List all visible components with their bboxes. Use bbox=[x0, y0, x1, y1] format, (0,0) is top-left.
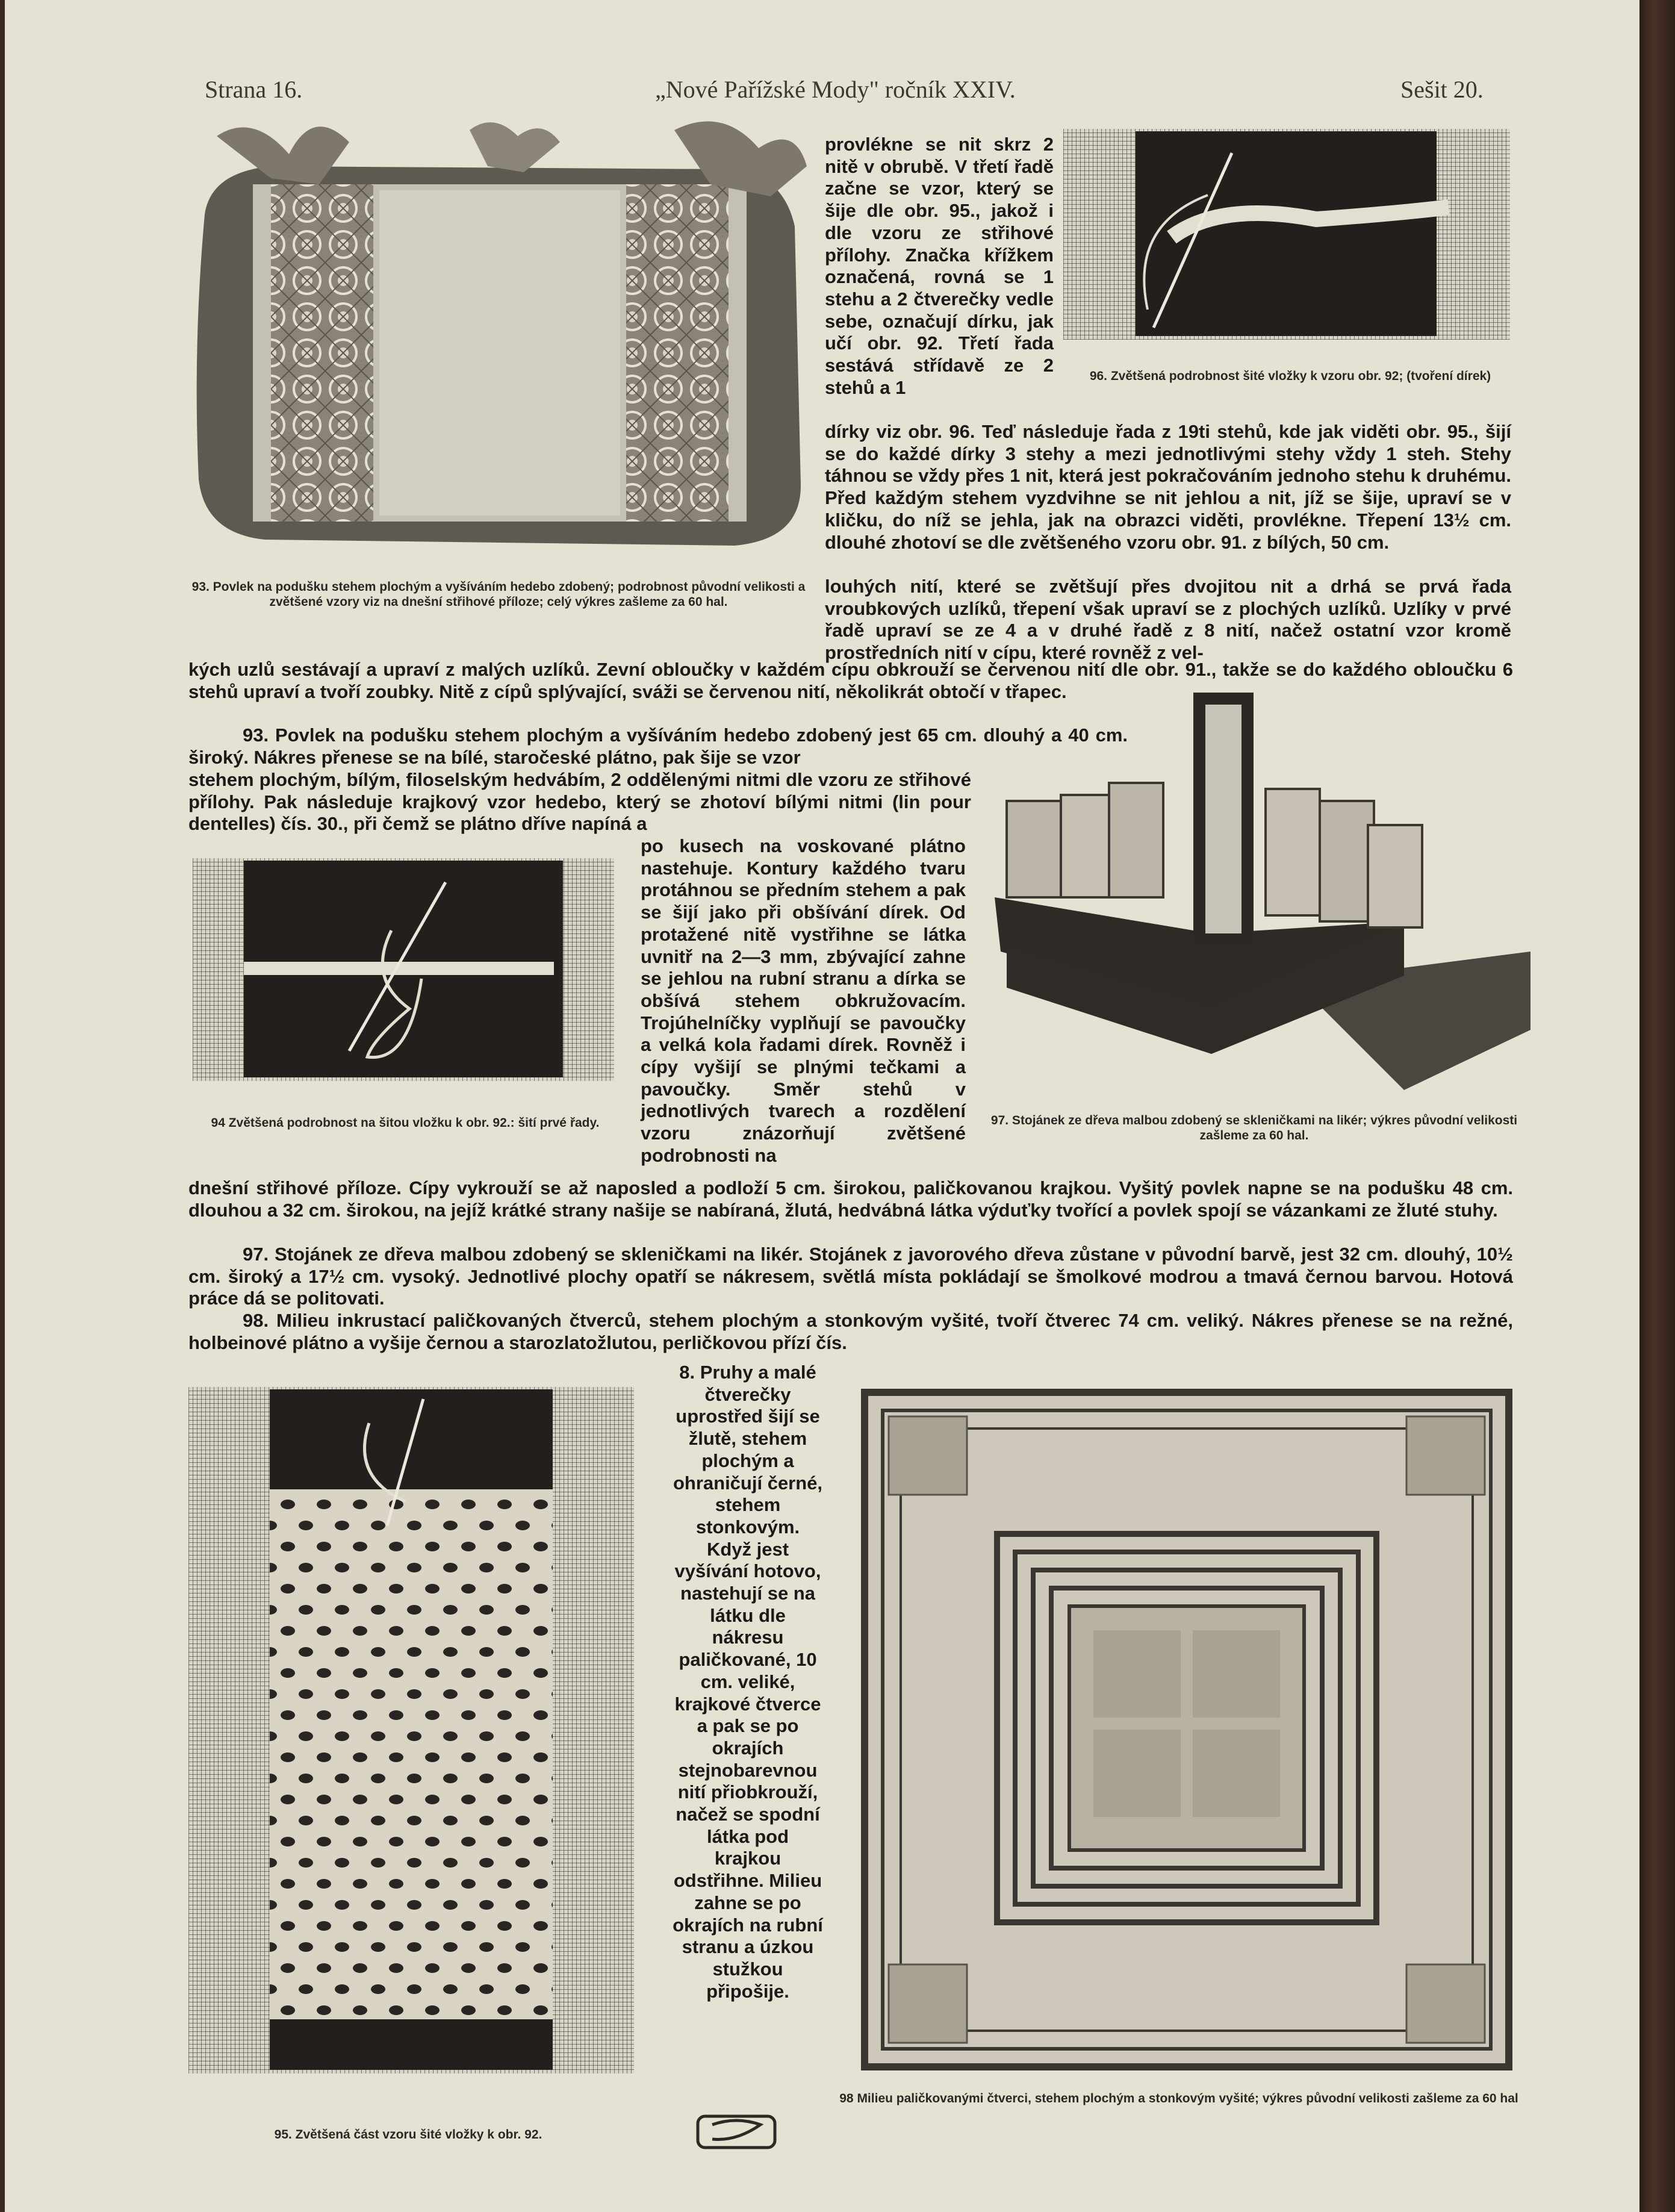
paragraph-97-heading: 97. Stojánek bbox=[243, 1244, 353, 1265]
liqueur-stand-illustration bbox=[983, 693, 1530, 1090]
caption-fig-93: 93. Povlek na podušku stehem plochým a vyšíváním hedebo zdobený; podrobnost původní velikosti a zvětšené vzory viz na dnešní střihové příloze; celý výkres zašleme za 60 hal. bbox=[191, 580, 806, 609]
needlework-illustration bbox=[1063, 129, 1510, 340]
issue-number: Sešit 20. bbox=[1400, 76, 1484, 103]
paragraph-98: 98. Milieu inkrustací paličkovaných čtverců, stehem plochým a stonkovým vyšité, tvoří čtverec 74 cm. veliký. Nákres přenese se na režné, holbeinové plátno a vyšije černou a starozlatožlutou, perličkovou přízí čís. bbox=[188, 1310, 1513, 1353]
paragraph-93: 93. Povlek na podušku stehem plochým a vyšíváním hedebo zdobený jest 65 cm. dlouhý a 40 cm. široký. Nákres přenese se na bílé, staročeské plátno, pak šije se vzor bbox=[188, 724, 1128, 768]
text-narrow-1: provlékne se nit skrz 2 nitě v obrubě. V třetí řadě začne se vzor, který se šije dle obr. 95., jakož i dle vzoru ze střihové přílohy. Značka křížkem označená, rovná se 1 stehu a 2 čtverečky vedle sebe, označují dírku, jak učí obr. 92. Třetí řada sestává střídavě ze 2 stehů a 1 bbox=[825, 134, 1054, 398]
needlework-illustration bbox=[188, 1387, 634, 2073]
caption-fig-94: 94 Zvětšená podrobnost na šitou vložku k obr. 92.: šití prvé řady. bbox=[211, 1116, 600, 1130]
paragraph-97: 97. Stojánek ze dřeva malbou zdobený se skleničkami na likér. Stojánek z javorového dřeva zůstane v původní barvě, jest 32 cm. dlouhý, 10½ cm. široký a 17½ cm. vysoký. Jednotlivé plochy opatří se nákresem, světlá místa pokládají se šmolkové modrou a tmavá černou barvou. Hotová práce dá se politovati. bbox=[188, 1244, 1513, 1309]
running-title: „Nové Pařížské Mody" ročník XXIV. bbox=[655, 76, 1016, 103]
text-middle: po kusech na voskované plátno nastehuje. Kontury každého tvaru protáhnou se předním stehem a pak se šijí jako při obšívání dírek. Od protažené nitě vystřihne se látka uvnitř na 2—3 mm, zbývající zahne se jehlou na rubní stranu a dírka se obšívá stehem obkružovacím. Trojúhelníčky vyplňují se pavoučky a velká kola řadami dírek. Rovněž i cípy vyšijí se plnými tečkami a pavoučky. Směr stehů v jednotlivých tvarech a rozdělení vzoru znázorňují zvětšené podrobnosti na bbox=[641, 835, 966, 1166]
needlework-illustration bbox=[193, 858, 614, 1081]
caption-fig-95: 95. Zvětšená část vzoru šité vložky k obr. 92. bbox=[274, 2128, 542, 2142]
text-column: 8. Pruhy a malé čtverečky uprostřed šijí se žlutě, stehem plochým a ohraničují černé, stehem stonkovým. Když jest vyšívání hotovo, nastehují se na látku dle nákresu paličkované, 10 cm. veliké, krajkové čtverce a pak se po okrajích stejnobarevnou nití přiobkrouží, načež se spodní látka pod krajkou odstřihne. Milieu zahne se po okrajích na rubní stranu a úzkou stužkou připošije. bbox=[673, 1362, 823, 2002]
magazine-page bbox=[5, 0, 1639, 2212]
paragraph-93-heading: 93. Povlek na podušku bbox=[243, 724, 449, 746]
milieu-illustration bbox=[859, 1386, 1515, 2073]
caption-fig-98: 98 Milieu paličkovanými čtverci, stehem plochým a stonkovým vyšité; výkres původní velikosti zašleme za 60 hal bbox=[839, 2092, 1518, 2105]
caption-fig-96: 96. Zvětšená podrobnost šité vložky k vzoru obr. 92; (tvoření dírek) bbox=[1089, 369, 1491, 383]
text-full-1: kých uzlů sestávají a upraví z malých uzlíků. Zevní obloučky v každém cípu obkrouží se červenou nití dle obr. 91., takže se do každého obloučku 6 stehů upraví a tvoří zoubky. Nitě z cípů splývající, sváži se červenou nití, několikrát obtočí v třapec. bbox=[188, 659, 1513, 702]
publisher-logo-icon bbox=[694, 2113, 778, 2151]
paragraph-98-heading: 98. Milieu bbox=[243, 1310, 329, 1331]
text-wide-1: dírky viz obr. 96. Teď následuje řada z 19ti stehů, kde jak viděti obr. 95., šijí se do každé dírky 3 stehy a mezi jednotlivými stehy vždy 1 steh. Stehy táhnou se vždy přes 1 nit, která jest pokračováním jednoho stehu k druhému. Před každým stehem vyzdvihne se nit jehlou a nit, jíž se šije, upraví se v kličku, do níž se jehla, jak na obrazci viděti, provlékne. Třepení 13½ cm. dlouhé zhotoví se dle zvětšeného vzoru obr. 91. z bílých, 50 cm. bbox=[825, 421, 1511, 553]
page-number: Strana 16. bbox=[205, 76, 303, 103]
text-narrow-2: louhých nití, které se zvětšují přes dvojitou nit a drhá se prvá řada vroubkových uzlíků, třepení však upraví se z plochých uzlíků. Uzlíky v prvé řadě upraví se ze 4 a v druhé řadě z 8 nití, načež ostatní vzor kromě prostředních nití v cípu, které rovněž z vel- bbox=[825, 576, 1511, 664]
book-binding bbox=[1639, 0, 1675, 2212]
paragraph-93-cont: stehem plochým, bílým, filoselským hedvábím, 2 oddělenými nitmi dle vzoru ze střihové přílohy. Pak následuje krajkový vzor hedebo, který se zhotoví bílými nitmi (lin pour dentelles) čís. 30., při čemž se plátno dříve napíná a bbox=[188, 769, 971, 835]
pillow-illustration bbox=[181, 118, 813, 555]
caption-fig-97: 97. Stojánek ze dřeva malbou zdobený se skleničkami na likér; výkres původní velikosti zašleme za 60 hal. bbox=[990, 1114, 1518, 1142]
text-full-2: dnešní střihové příloze. Cípy vykrouží se až naposled a podloží 5 cm. širokou, paličkovanou krajkou. Vyšitý povlek napne se na podušku 48 cm. dlouhou a 32 cm. širokou, na jejíž krátké strany našije se nabíraná, žlutá, hedvábná látka výduťky tvořící a povlek spojí se vázankami ze žluté stuhy. bbox=[188, 1177, 1513, 1221]
